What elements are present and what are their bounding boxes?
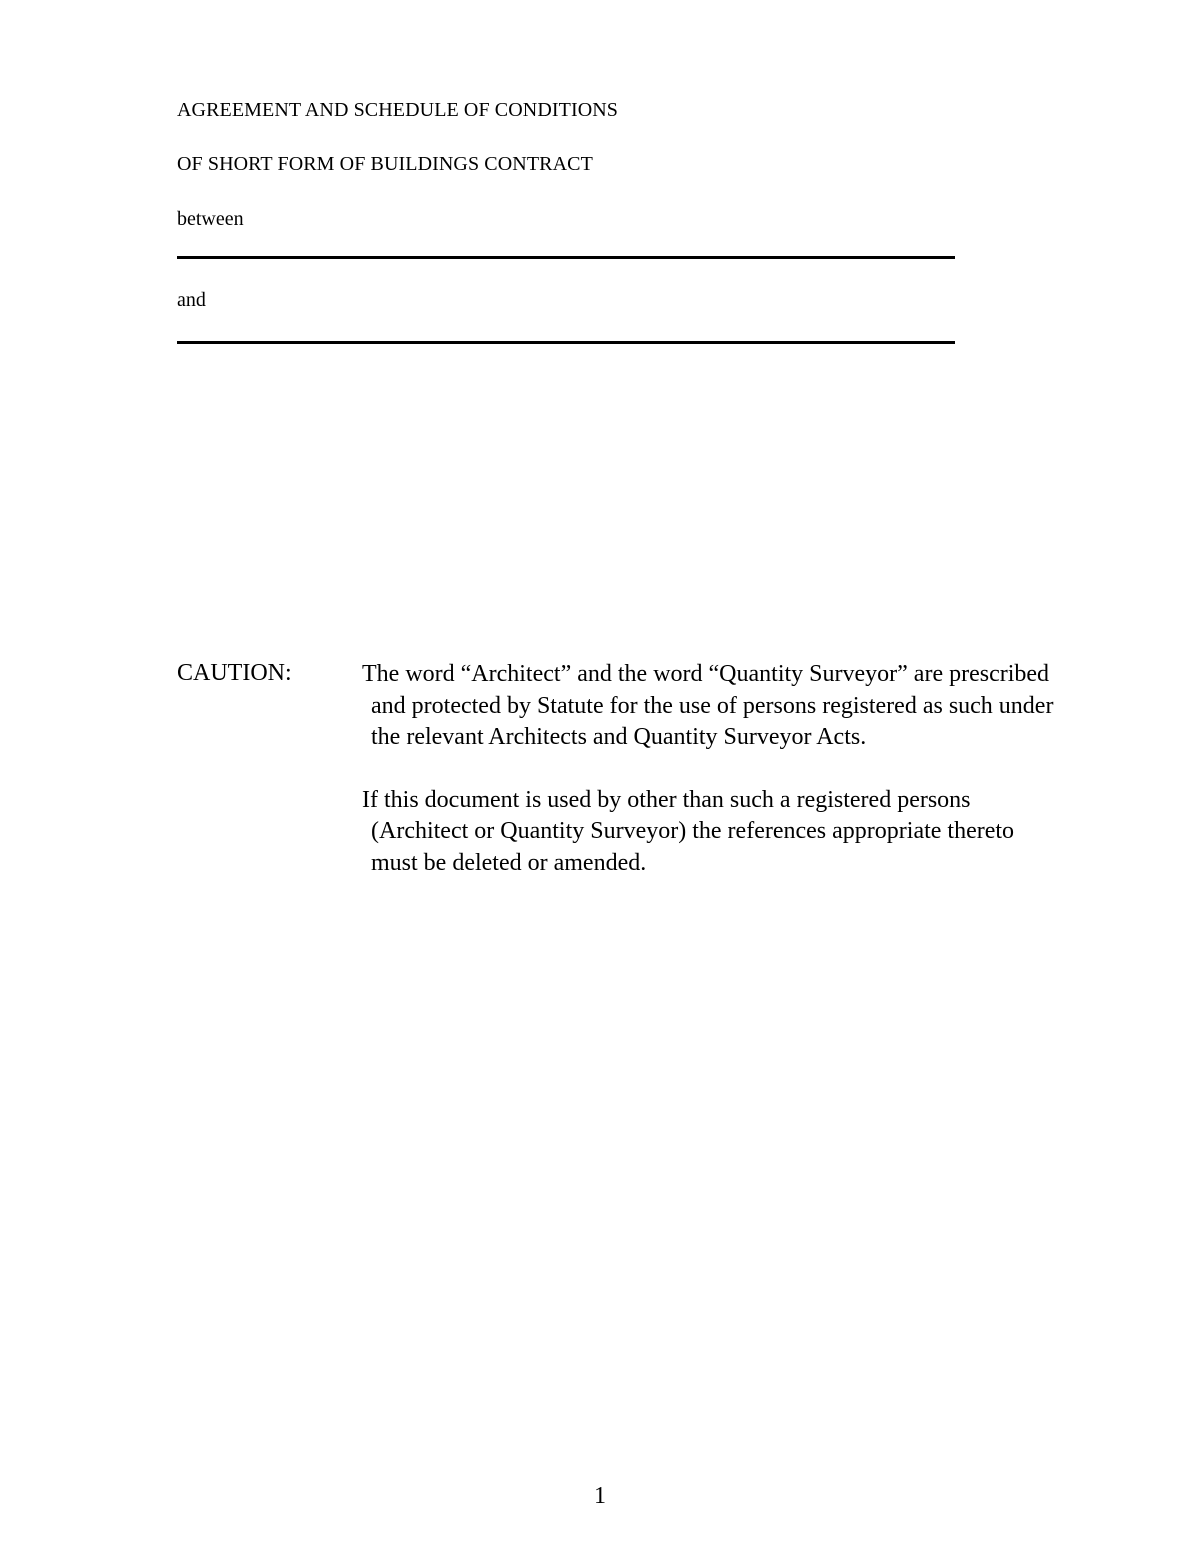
first-party-blank-line bbox=[177, 256, 955, 259]
second-party-blank-line bbox=[177, 341, 955, 344]
between-label: between bbox=[177, 208, 244, 230]
and-label: and bbox=[177, 289, 206, 311]
caution-text bbox=[362, 659, 1062, 879]
caution-paragraph-1: The word “Architect” and the word “Quantity Surveyor” are prescribed and protected by Statute for the use of persons registered as such under the relevant Architects and Quantity Surveyor Acts. bbox=[362, 661, 1054, 750]
caution-label: CAUTION: bbox=[177, 660, 292, 686]
page-number: 1 bbox=[594, 1483, 606, 1509]
document-title-line-2: OF SHORT FORM OF BUILDINGS CONTRACT bbox=[177, 153, 593, 175]
document-title-line-1: AGREEMENT AND SCHEDULE OF CONDITIONS bbox=[177, 99, 619, 121]
caution-paragraph-2: If this document is used by other than such a registered persons (Architect or Quantity Surveyor) the references appropriate thereto must be deleted or amended. bbox=[362, 786, 1015, 876]
